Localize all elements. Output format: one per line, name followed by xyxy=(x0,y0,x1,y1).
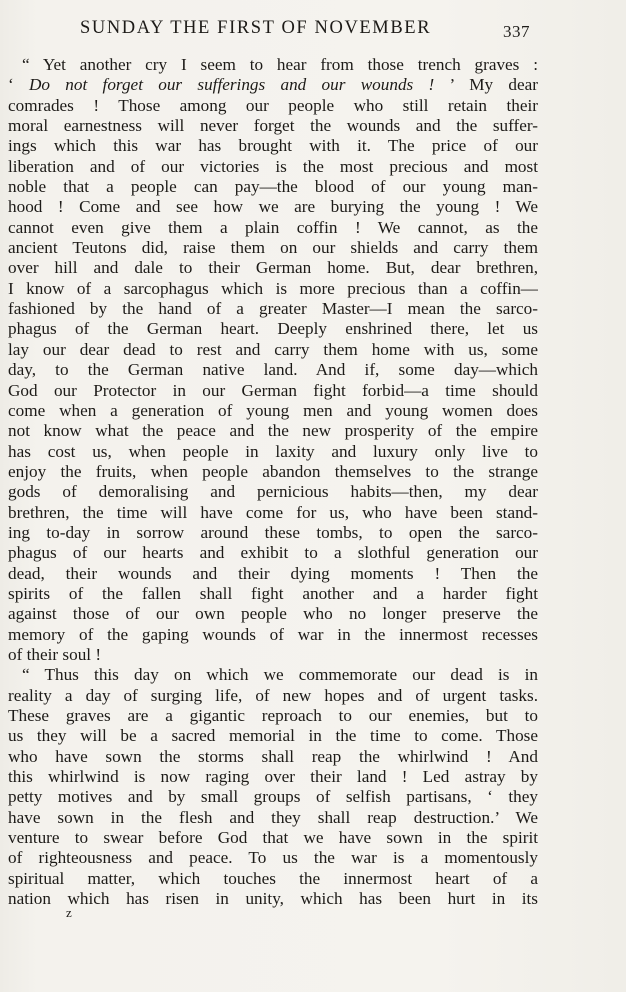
text-line: noble that a people can pay—the blood of our young man- xyxy=(8,177,538,197)
text-line: of their soul ! xyxy=(8,644,102,664)
text-line: I know of a sarcophagus which is more precious than a coffin— xyxy=(8,278,538,298)
text-line: fashioned by the hand of a greater Master—I mean the sarco- xyxy=(8,299,538,319)
text-line: ings which this war has brought with it. The price of our xyxy=(8,136,538,156)
text-line: of righteousness and peace. To us the war is a momentously xyxy=(8,848,538,868)
text-line: day, to the German native land. And if, some day—which xyxy=(8,360,538,380)
text-line: venture to swear before God that we have sown in the spirit xyxy=(8,828,538,848)
text-line: has cost us, when people in laxity and luxury only live to xyxy=(8,441,538,461)
page-number: 337 xyxy=(503,22,530,41)
text-line: God our Protector in our German fight forbid—a time should xyxy=(8,380,538,400)
text-line: dead, their wounds and their dying moments ! Then the xyxy=(8,563,538,583)
text-line: moral earnestness will never forget the wounds and the suffer- xyxy=(8,116,538,136)
signature-mark: z xyxy=(66,905,73,920)
text-line: memory of the gaping wounds of war in the innermost recesses xyxy=(8,624,538,644)
text-line: have sown in the flesh and they shall reap destruction.’ We xyxy=(8,807,538,827)
text-line: phagus of the German heart. Deeply enshrined there, let us xyxy=(8,319,538,339)
text-line: gods of demoralising and pernicious habits—then, my dear xyxy=(8,482,538,502)
text-line: reality a day of surging life, of new hopes and of urgent tasks. xyxy=(8,685,538,705)
text-line: against those of our own people who no longer preserve the xyxy=(8,604,538,624)
text-line: ing to-day in sorrow around these tombs, to open the sarco- xyxy=(8,522,538,542)
text-line: who have sown the storms shall reap the whirlwind ! And xyxy=(8,746,538,766)
text-line: over hill and dale to their German home. But, dear brethren, xyxy=(8,258,538,278)
text-line: ancient Teutons did, raise them on our shields and carry them xyxy=(8,238,538,258)
text-line: comrades ! Those among our people who still retain their xyxy=(8,95,538,115)
text-line: lay our dear dead to rest and carry them home with us, some xyxy=(8,339,538,359)
text-line: petty motives and by small groups of selfish partisans, ‘ they xyxy=(8,787,538,807)
text-line: phagus of our hearts and exhibit to a slothful generation our xyxy=(8,543,538,563)
text-line: ‘ Do not forget our sufferings and our wounds ! ’ My dear xyxy=(8,75,538,95)
running-header: SUNDAY THE FIRST OF NOVEMBER xyxy=(80,18,432,38)
text-line: spirits of the fallen shall fight another and a harder fight xyxy=(8,583,538,603)
text-line: “ Thus this day on which we commemorate our dead is in xyxy=(22,665,538,685)
text-line: hood ! Come and see how we are burying the young ! We xyxy=(8,197,538,217)
text-line: nation which has risen in unity, which has been hurt in its xyxy=(8,889,538,909)
text-line: spiritual matter, which touches the innermost heart of a xyxy=(8,868,538,888)
text-line: liberation and of our victories is the most precious and most xyxy=(8,156,538,176)
text-line: brethren, the time will have come for us, who have been stand- xyxy=(8,502,538,522)
text-line: us they will be a sacred memorial in the time to come. Those xyxy=(8,726,538,746)
text-line: “ Yet another cry I seem to hear from those trench graves : xyxy=(22,55,538,74)
text-line: not know what the peace and the new prosperity of the empire xyxy=(8,421,538,441)
text-line: come when a generation of young men and young women does xyxy=(8,400,538,420)
text-line: enjoy the fruits, when people abandon themselves to the strange xyxy=(8,461,538,481)
text-line: These graves are a gigantic reproach to our enemies, but to xyxy=(8,706,538,725)
body-text xyxy=(8,55,538,909)
text-line: cannot even give them a plain coffin ! We cannot, as the xyxy=(8,217,538,237)
text-line: this whirlwind is now raging over their land ! Led astray by xyxy=(8,767,538,787)
